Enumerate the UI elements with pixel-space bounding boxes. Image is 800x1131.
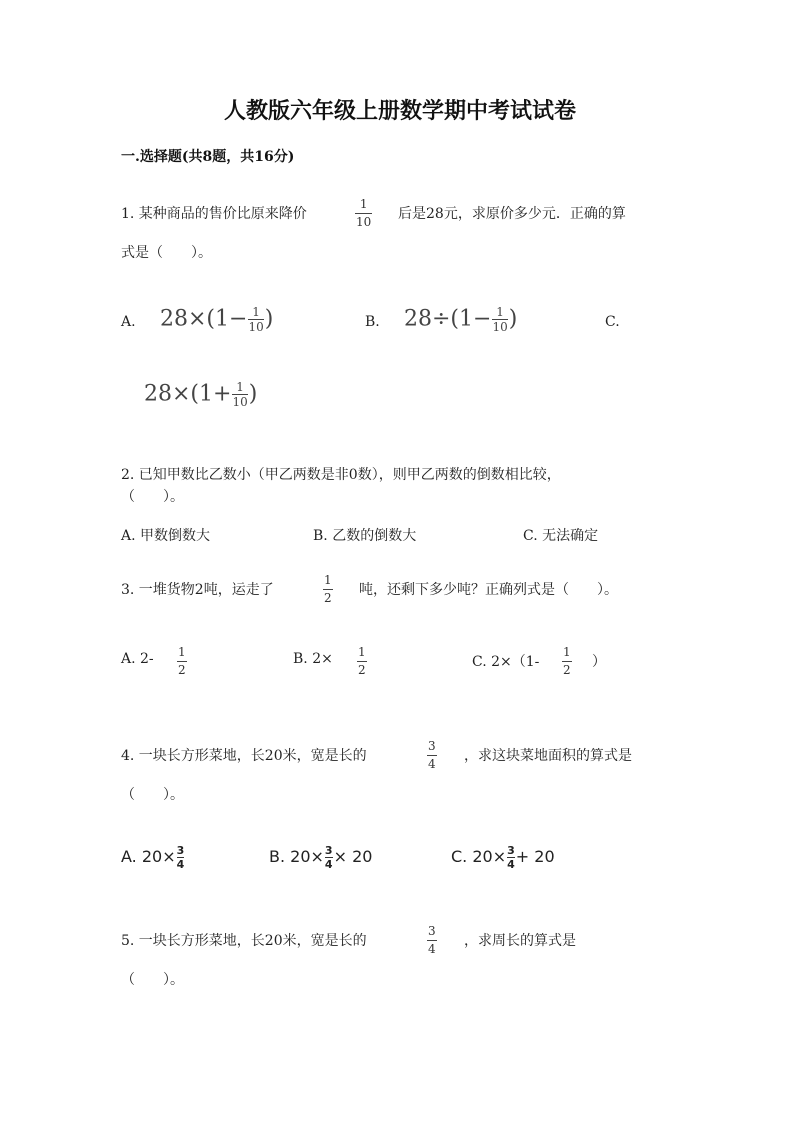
q4-option-b xyxy=(269,845,372,870)
fraction-numerator: 1 xyxy=(359,197,368,211)
expression-text: 28×(1− xyxy=(160,306,248,332)
fraction-bar xyxy=(562,661,572,662)
option-fraction xyxy=(177,845,185,870)
fraction-bar xyxy=(357,661,367,662)
q2-option-c: C. 无法确定 xyxy=(523,528,599,544)
fraction-denominator: 4 xyxy=(176,858,185,871)
expression-close: ) xyxy=(248,381,258,407)
fraction-numerator: 1 xyxy=(252,305,260,319)
option-text: B. 20× xyxy=(269,847,324,866)
q3-option-a-fraction xyxy=(177,646,187,677)
q5-fraction xyxy=(427,925,437,956)
expression-fraction xyxy=(492,306,507,333)
q2-option-a: A. 甲数倒数大 xyxy=(121,528,211,544)
expression-close: ) xyxy=(508,306,518,332)
fraction-numerator: 3 xyxy=(507,844,515,857)
fraction-denominator: 10 xyxy=(248,320,264,334)
q4-text-b: ，求这块菜地面积的算式是 xyxy=(464,748,632,764)
fraction-numerator: 1 xyxy=(324,573,332,587)
fraction-denominator: 10 xyxy=(492,320,508,334)
q1-option-b-label: B. xyxy=(365,314,380,330)
section-heading: 一.选择题(共8题，共16分) xyxy=(121,149,295,165)
fraction-numerator: 1 xyxy=(563,645,571,659)
q3-option-b: B. 2× xyxy=(293,651,333,667)
q3-option-b-fraction xyxy=(357,646,367,677)
fraction-denominator: 10 xyxy=(356,215,372,229)
option-tail: + 20 xyxy=(515,847,555,866)
fraction-bar xyxy=(177,661,187,662)
fraction-denominator: 4 xyxy=(324,858,333,871)
fraction-bar xyxy=(323,589,333,590)
q1-text-b: 后是28元，求原价多少元．正确的算 xyxy=(398,206,626,222)
q1-text-c: 式是（ ）。 xyxy=(121,245,212,261)
fraction-denominator: 2 xyxy=(178,663,186,677)
fraction-denominator: 2 xyxy=(563,663,571,677)
q2-text-a: 2. 已知甲数比乙数小（甲乙两数是非0数），则甲乙两数的倒数相比较， xyxy=(121,467,561,483)
fraction-numerator: 3 xyxy=(428,739,436,753)
q4-text-a: 4. 一块长方形菜地，长20米，宽是长的 xyxy=(121,748,367,764)
q1-option-c-expression xyxy=(144,381,257,408)
fraction-denominator: 10 xyxy=(232,395,248,409)
fraction-numerator: 3 xyxy=(176,844,185,857)
q1-fraction xyxy=(355,198,372,229)
fraction-numerator: 3 xyxy=(428,924,436,938)
q2-text-b: （ ）。 xyxy=(121,489,184,505)
fraction-denominator: 4 xyxy=(428,757,436,771)
page-title: 人教版六年级上册数学期中考试试卷 xyxy=(223,98,576,124)
q2-option-b: B. 乙数的倒数大 xyxy=(313,528,417,544)
q3-option-c-fraction xyxy=(562,646,572,677)
expression-text: 28×(1+ xyxy=(144,381,232,407)
fraction-bar xyxy=(427,940,437,941)
q1-option-c-label: C. xyxy=(605,314,620,330)
fraction-denominator: 4 xyxy=(507,858,515,871)
expression-fraction xyxy=(232,381,247,408)
q1-option-b-expression xyxy=(404,306,517,333)
fraction-denominator: 4 xyxy=(428,942,436,956)
fraction-numerator: 1 xyxy=(236,380,244,394)
option-fraction xyxy=(507,845,515,870)
fraction-denominator: 2 xyxy=(324,591,332,605)
q1-option-a-expression xyxy=(160,306,273,333)
expression-close: ) xyxy=(264,306,274,332)
option-fraction xyxy=(325,845,333,870)
q3-fraction xyxy=(323,574,333,605)
q4-text-c: （ ）。 xyxy=(121,787,184,803)
q3-option-c: C. 2×（1- xyxy=(472,654,540,670)
q3-option-a: A. 2- xyxy=(121,651,154,667)
fraction-denominator: 2 xyxy=(358,663,366,677)
q4-option-c xyxy=(451,845,555,870)
q3-text-b: 吨，还剩下多少吨？正确列式是（ ）。 xyxy=(359,582,618,598)
expression-fraction xyxy=(248,306,263,333)
option-text: A. 20× xyxy=(121,847,176,866)
q4-fraction xyxy=(427,740,437,771)
q1-text-a: 1. 某种商品的售价比原来降价 xyxy=(121,206,307,222)
fraction-bar xyxy=(427,755,437,756)
fraction-bar xyxy=(355,213,372,214)
fraction-numerator: 1 xyxy=(178,645,186,659)
q5-text-a: 5. 一块长方形菜地，长20米，宽是长的 xyxy=(121,933,367,949)
expression-text: 28÷(1− xyxy=(404,306,492,332)
option-tail: × 20 xyxy=(333,847,373,866)
q1-option-a-label: A. xyxy=(121,314,136,330)
fraction-numerator: 1 xyxy=(358,645,366,659)
q3-option-c-close: ） xyxy=(592,654,606,670)
fraction-numerator: 3 xyxy=(324,844,333,857)
q5-text-c: （ ）。 xyxy=(121,972,184,988)
q5-text-b: ，求周长的算式是 xyxy=(464,933,576,949)
q4-option-a xyxy=(121,845,185,870)
option-text: C. 20× xyxy=(451,847,507,866)
q3-text-a: 3. 一堆货物2吨，运走了 xyxy=(121,582,274,598)
fraction-numerator: 1 xyxy=(496,305,504,319)
